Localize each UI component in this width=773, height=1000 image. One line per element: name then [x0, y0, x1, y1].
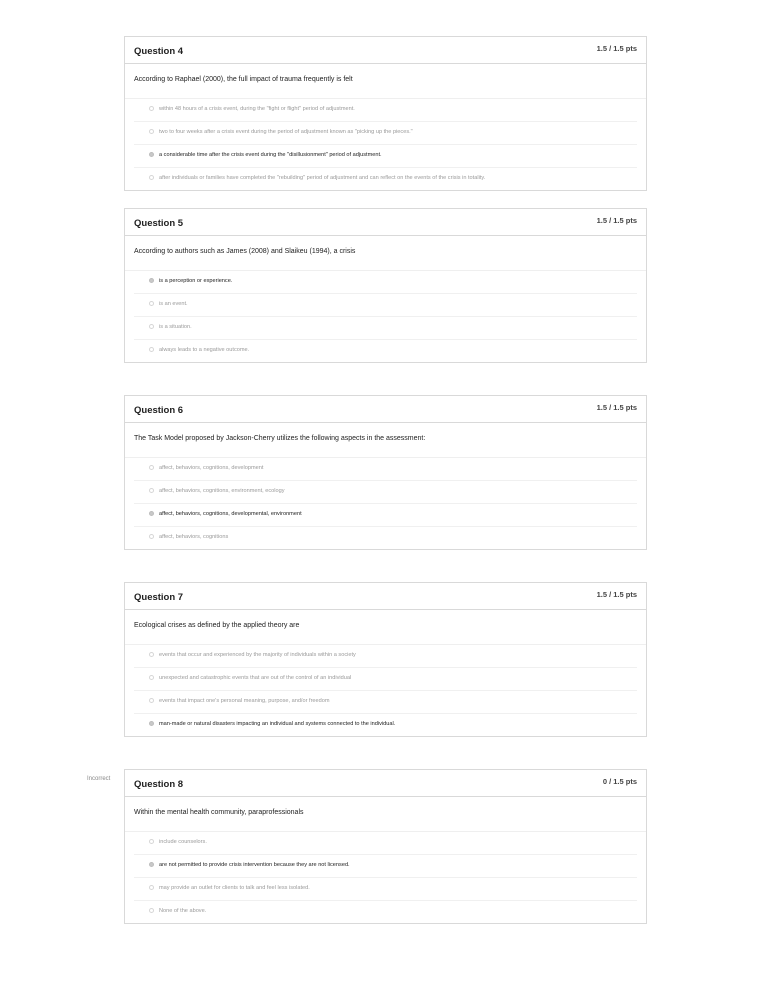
incorrect-label: Incorrect: [87, 776, 111, 782]
question-text: According to authors such as James (2008) and Slaikeu (1994), a crisis: [125, 236, 646, 271]
answer-option[interactable]: [134, 340, 637, 362]
radio-button[interactable]: [149, 534, 154, 539]
radio-button[interactable]: [149, 908, 154, 913]
answer-label: events that impact one's personal meaning, purpose, and/or freedom: [159, 698, 330, 704]
question-card-5: [124, 208, 647, 363]
radio-button[interactable]: [149, 175, 154, 180]
radio-button[interactable]: [149, 465, 154, 470]
answer-option[interactable]: [134, 645, 637, 668]
answer-label: affect, behaviors, cognitions: [159, 534, 229, 540]
question-points: 0 / 1.5 pts: [602, 777, 637, 786]
answer-label: is an event.: [159, 301, 188, 307]
radio-button[interactable]: [149, 324, 154, 329]
question-card-7: [124, 582, 647, 737]
answer-option[interactable]: [134, 691, 637, 714]
answer-label: affect, behaviors, cognitions, developmental, environment: [159, 511, 302, 517]
question-title: Question 7: [134, 592, 184, 603]
answer-option[interactable]: [134, 901, 637, 923]
radio-button[interactable]: [149, 839, 154, 844]
radio-button[interactable]: [149, 885, 154, 890]
radio-button[interactable]: [149, 488, 154, 493]
answer-label: within 48 hours of a crisis event, during the "fight or flight" period of adjustment.: [159, 106, 355, 112]
answer-option[interactable]: [134, 168, 637, 190]
answer-label: is a situation.: [159, 324, 192, 330]
question-points: 1.5 / 1.5 pts: [596, 216, 637, 225]
answer-label: affect, behaviors, cognitions, development: [159, 465, 264, 471]
question-header: [125, 770, 646, 797]
answer-option[interactable]: [134, 99, 637, 122]
answer-label: include counselors.: [159, 839, 207, 845]
answer-label: man-made or natural disasters impacting an individual and systems connected to the individual.: [159, 721, 396, 727]
radio-button-selected[interactable]: [149, 152, 154, 157]
question-text: Ecological crises as defined by the applied theory are: [125, 610, 646, 645]
answer-label: are not permitted to provide crisis intervention because they are not licensed.: [159, 862, 350, 868]
answer-option-selected[interactable]: [134, 504, 637, 527]
answer-option[interactable]: [134, 481, 637, 504]
answer-option[interactable]: [134, 294, 637, 317]
answer-label: two to four weeks after a crisis event during the period of adjustment known as "picking up the pieces.": [159, 129, 413, 135]
answer-option[interactable]: [134, 317, 637, 340]
question-title: Question 6: [134, 405, 184, 416]
question-card-6: [124, 395, 647, 550]
answer-list: [125, 271, 646, 362]
question-header: [125, 396, 646, 423]
answer-label: is a perception or experience.: [159, 278, 233, 284]
question-points: 1.5 / 1.5 pts: [596, 44, 637, 53]
radio-button[interactable]: [149, 347, 154, 352]
question-title: Question 5: [134, 218, 184, 229]
answer-list: [125, 832, 646, 923]
radio-button[interactable]: [149, 675, 154, 680]
answer-label: None of the above.: [159, 908, 207, 914]
question-header: [125, 583, 646, 610]
answer-option[interactable]: [134, 832, 637, 855]
question-header: [125, 37, 646, 64]
answer-option[interactable]: [134, 122, 637, 145]
radio-button[interactable]: [149, 106, 154, 111]
answer-option[interactable]: [134, 527, 637, 549]
radio-button[interactable]: [149, 698, 154, 703]
radio-button-selected[interactable]: [149, 862, 154, 867]
answer-list: [125, 99, 646, 190]
question-header: [125, 209, 646, 236]
answer-list: [125, 458, 646, 549]
answer-label: affect, behaviors, cognitions, environment, ecology: [159, 488, 285, 494]
answer-label: a considerable time after the crisis event during the "disillusionment" period of adjustment.: [159, 152, 382, 158]
question-text: Within the mental health community, paraprofessionals: [125, 797, 646, 832]
answer-option[interactable]: [134, 668, 637, 691]
question-points: 1.5 / 1.5 pts: [596, 403, 637, 412]
radio-button[interactable]: [149, 652, 154, 657]
question-text: The Task Model proposed by Jackson-Cherry utilizes the following aspects in the assessment:: [125, 423, 646, 458]
answer-option[interactable]: [134, 878, 637, 901]
question-points: 1.5 / 1.5 pts: [596, 590, 637, 599]
answer-label: unexpected and catastrophic events that are out of the control of an individual: [159, 675, 352, 681]
question-title: Question 4: [134, 46, 184, 57]
answer-label: always leads to a negative outcome.: [159, 347, 250, 353]
radio-button-selected[interactable]: [149, 511, 154, 516]
answer-label: may provide an outlet for clients to talk and feel less isolated.: [159, 885, 310, 891]
question-title: Question 8: [134, 779, 184, 790]
answer-option[interactable]: [134, 458, 637, 481]
answer-label: after individuals or families have completed the "rebuilding" period of adjustment and can reflect on the events of the crisis in totality.: [159, 175, 486, 181]
answer-list: [125, 645, 646, 736]
question-text: According to Raphael (2000), the full impact of trauma frequently is felt: [125, 64, 646, 99]
answer-label: events that occur and experienced by the majority of individuals within a society: [159, 652, 356, 658]
question-card-4: [124, 36, 647, 191]
radio-button-selected[interactable]: [149, 721, 154, 726]
answer-option-selected[interactable]: [134, 271, 637, 294]
answer-option-selected[interactable]: [134, 855, 637, 878]
answer-option-selected[interactable]: [134, 714, 637, 736]
question-card-8: [124, 769, 647, 924]
radio-button[interactable]: [149, 301, 154, 306]
radio-button[interactable]: [149, 129, 154, 134]
answer-option-selected[interactable]: [134, 145, 637, 168]
radio-button-selected[interactable]: [149, 278, 154, 283]
